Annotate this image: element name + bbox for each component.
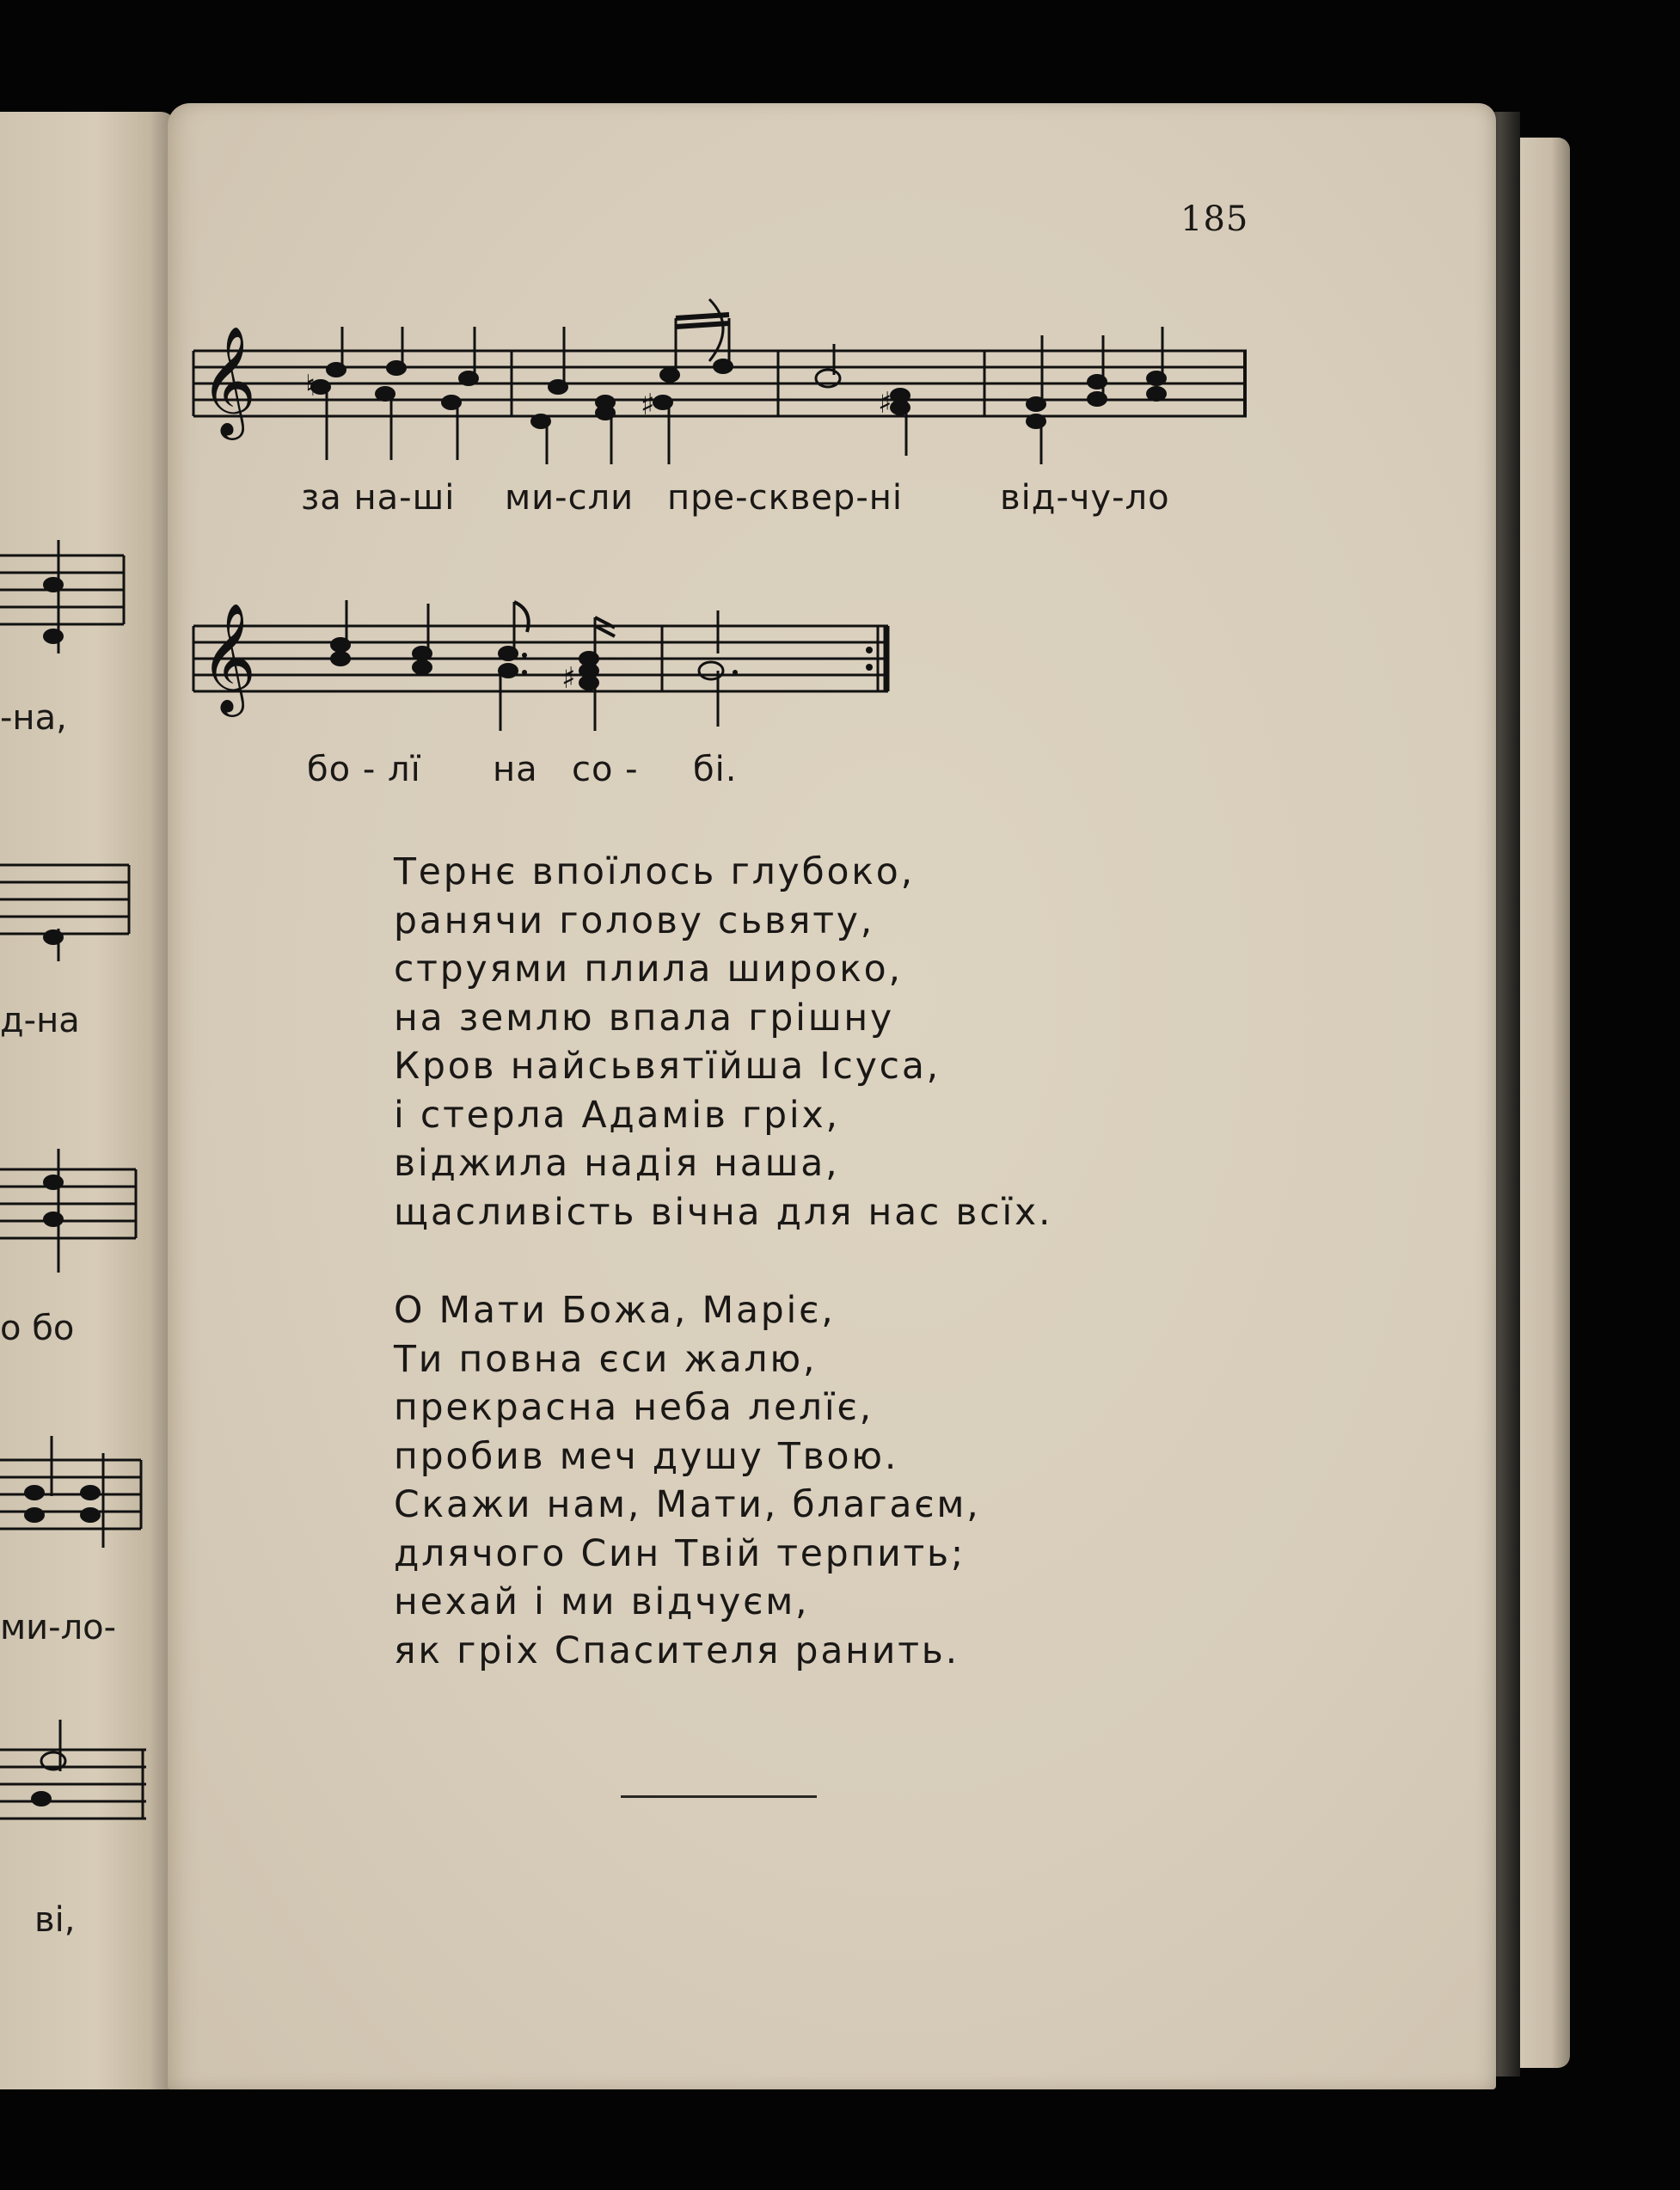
stanza-spacer — [394, 1237, 1052, 1287]
lyric-syllables: бо - лї — [307, 750, 421, 789]
lyric-syllables: пре-сквер-ні — [667, 478, 904, 518]
poem-line: пробив меч душу Твою. — [394, 1435, 899, 1478]
poem-line: Тернє впоїлось глубоко, — [394, 851, 915, 893]
svg-text:𝄞: 𝄞 — [200, 325, 257, 435]
poem-line: струями плила широко, — [394, 948, 903, 991]
section-end-rule — [621, 1795, 817, 1798]
poem-line: длячого Син Твій терпить; — [394, 1532, 966, 1575]
left-lyric-fragment: д-на — [0, 1001, 80, 1040]
poem-line: на землю впала грішну — [394, 997, 894, 1040]
music-staff-system-1 — [185, 292, 1260, 490]
poem-line: ранячи голову сьвяту, — [394, 899, 875, 942]
poem-line: О Мати Божа, Маріє, — [394, 1290, 836, 1332]
lyric-syllables: ми-сли — [505, 478, 635, 518]
left-lyric-fragment: ві, — [34, 1900, 76, 1940]
lyric-syllables: на — [493, 750, 538, 789]
stanza-1 — [394, 849, 1052, 1237]
left-lyric-fragment: ми-ло- — [0, 1608, 117, 1647]
lyric-syllables: со - — [572, 750, 639, 789]
page-number: 185 — [1180, 199, 1249, 239]
poem-line: щасливість вічна для нас всїх. — [394, 1191, 1053, 1234]
poem-line: нехай і ми відчуєм, — [394, 1581, 810, 1623]
svg-text:♮: ♮ — [305, 369, 316, 403]
svg-text:♯: ♯ — [641, 388, 655, 422]
svg-text:𝄞: 𝄞 — [200, 602, 257, 712]
poem-text — [394, 849, 1052, 1676]
svg-text:♯: ♯ — [878, 386, 892, 420]
svg-text:♯: ♯ — [561, 661, 576, 696]
poem-line: Ти повна єси жалю, — [394, 1338, 818, 1381]
left-lyric-fragment: -на, — [0, 698, 67, 738]
left-page-music-fragments — [0, 0, 176, 2190]
poem-line: Кров найсьвятїйша Ісуса, — [394, 1046, 941, 1088]
left-lyric-fragment: о бо — [0, 1309, 75, 1348]
lyric-syllables: бі. — [693, 750, 738, 789]
stanza-2 — [394, 1287, 1052, 1676]
poem-line: Скажи нам, Мати, благаєм, — [394, 1484, 981, 1526]
music-staff-system-2 — [185, 593, 907, 739]
lyric-syllables: від-чу-ло — [1000, 478, 1170, 518]
lyric-syllables: за на-ші — [301, 478, 456, 518]
poem-line: прекрасна неба лелїє, — [394, 1387, 874, 1429]
poem-line: віджила надія наша, — [394, 1143, 840, 1185]
poem-line: як гріх Спасителя ранить. — [394, 1629, 960, 1672]
poem-line: і стерла Адамів гріх, — [394, 1094, 840, 1137]
